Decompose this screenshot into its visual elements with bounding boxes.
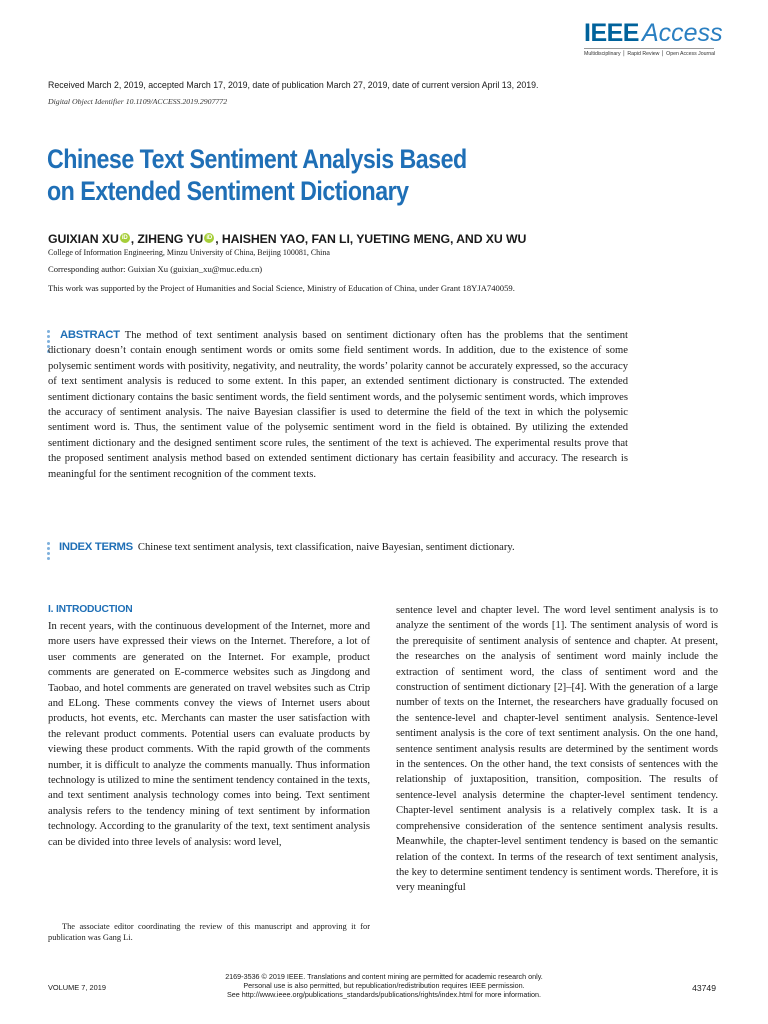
page-number: 43749 (692, 983, 716, 993)
index-terms (59, 540, 639, 555)
abstract-label: ABSTRACT (60, 329, 120, 341)
logo-ieee: IEEE (584, 19, 639, 47)
title-line-1: Chinese Text Sentiment Analysis Based (47, 144, 467, 174)
copyright-line-1: 2169-3536 © 2019 IEEE. Translations and content mining are permitted for academic research only. (225, 972, 543, 981)
logo-access: Access (641, 19, 723, 47)
author-list (48, 232, 526, 246)
paper-title (47, 143, 529, 207)
funding-note: This work was supported by the Project of Humanities and Social Science, Ministry of Education of China, under Grant 18YJA740059. (48, 283, 515, 293)
affiliation: College of Information Engineering, Minzu University of China, Beijing 100081, China (48, 248, 330, 257)
author-1: GUIXIAN XU (48, 232, 119, 246)
editor-footnote: The associate editor coordinating the review of this manuscript and approving it for publication was Gang Li. (48, 922, 370, 942)
logo-tagline: Multidisciplinary ⎪ Rapid Review ⎪ Open Access Journal (584, 48, 714, 57)
journal-logo (584, 19, 723, 57)
body-column-left: In recent years, with the continuous development of the Internet, more and more users have expressed their views on the Internet. Therefore, a lot of user comments are generated on the Internet. For example, product comments are generated on E-commerce websites such as Jingdong and Taobao, and hotel comments are generated on travel websites such as Ctrip and ELong. These comments convey the views of Internet users about products, hot events, etc. Merchants can master the user satisfaction with the relevant product comments. Potential users can evaluate products by viewing these product comments. With the rapid growth of the comments number, it is difficult to analyze the comments manually. Thus information technology is utilized to mine the sentiment tendency contained in the texts, and text sentiment analysis technology comes into being. Text sentiment analysis refers to the tendency mining of text sentiment by information technology. According to the granularity of the text, text sentiment analysis can be divided into three levels of analysis: word level, (48, 621, 370, 848)
other-authors: , HAISHEN YAO, FAN LI, YUETING MENG, AND XU WU (215, 232, 527, 246)
copyright-line-3[interactable]: See http://www.ieee.org/publications_standards/publications/rights/index.html for more information. (226, 990, 542, 999)
index-terms-text: Chinese text sentiment analysis, text classification, naive Bayesian, sentiment dictionary. (137, 542, 515, 553)
doi: Digital Object Identifier 10.1109/ACCESS.2019.2907772 (48, 97, 228, 106)
footer-volume: VOLUME 7, 2019 (48, 983, 106, 992)
orcid-icon[interactable]: iD (204, 233, 214, 243)
index-terms-dots-decoration (47, 542, 50, 562)
orcid-icon[interactable]: iD (120, 233, 130, 243)
body-column-right: sentence level and chapter level. The word level sentiment analysis is to analyze the sentiment of the words [1]. The sentiment analysis of word is the prerequisite of sentiment analysis of sentence and chapter. At present, the researches on the analysis of sentiment word mainly include the extraction of sentiment word, the class of sentiment word and the construction of sentiment dictionary [2]–[4]. With the generation of a large number of texts on the Internet, the researchers have gradually focused on the sentence-level and chapter-level sentiment analysis. Sentence-level sentiment analysis is the core of text sentiment analysis. On the one hand, sentence sentiment analysis results are determined by the sentiment words in the sentences. On the other hand, the text consists of sentences with the relationship of juxtaposition, transition, composition. The results of sentence-level analysis determine the chapter-level sentiment tendency. Chapter-level sentiment analysis is a relatively complex task. It is a comprehensive consideration of the sentence sentiment analysis results. Meanwhile, the chapter-level sentiment tendency is based on the semantic relation of the context. In terms of the research of text sentiment analysis, the key to determine sentiment tendency is sentiment words. Therefore, it is very meaningful (396, 605, 718, 894)
corresponding-author: Corresponding author: Guixian Xu (guixian_xu@muc.edu.cn) (48, 264, 263, 274)
logo-wordmark (584, 19, 723, 47)
title-line-2: on Extended Sentiment Dictionary (47, 176, 409, 206)
received-dates: Received March 2, 2019, accepted March 17, 2019, date of publication March 27, 2019, date of current version April 13, 2019. (48, 80, 539, 90)
index-terms-label: INDEX TERMS (59, 541, 133, 553)
abstract-text: The method of text sentiment analysis based on sentiment dictionary often has the problems that the sentiment dictionary doesn’t contain enough sentiment words or omits some field sentiment words. In addition, due to the existence of some polysemic sentiment words with positivity, negativity, and neutrality, the words’ polarity cannot be accurately expressed, so the accuracy of text sentiment analysis is reduced to some extent. In this paper, an extended sentiment dictionary is constructed. The extended sentiment dictionary contains the basic sentiment words, the field sentiment words, and the polysemic sentiment words, which improves the accuracy of sentiment analysis. The naive Bayesian classifier is used to determine the field of the text in which the polysemic sentiment word is. Thus, the sentiment value of the polysemic sentiment word in the field is obtained. By utilizing the extended sentiment dictionary and the designed sentiment score rules, the sentiment of the text is achieved. The experimental results prove that the proposed sentiment analysis method based on extended sentiment dictionary has certain feasibility and accuracy. The research is meaningful for the sentiment recognition of the comment texts. (48, 330, 628, 480)
copyright-line-2: Personal use is also permitted, but republication/redistribution requires IEEE permission. (243, 981, 525, 990)
author-2: , ZIHENG YU (130, 232, 204, 246)
abstract (48, 328, 628, 482)
footer-copyright (190, 972, 578, 999)
section-heading: I. INTRODUCTION (48, 604, 133, 615)
